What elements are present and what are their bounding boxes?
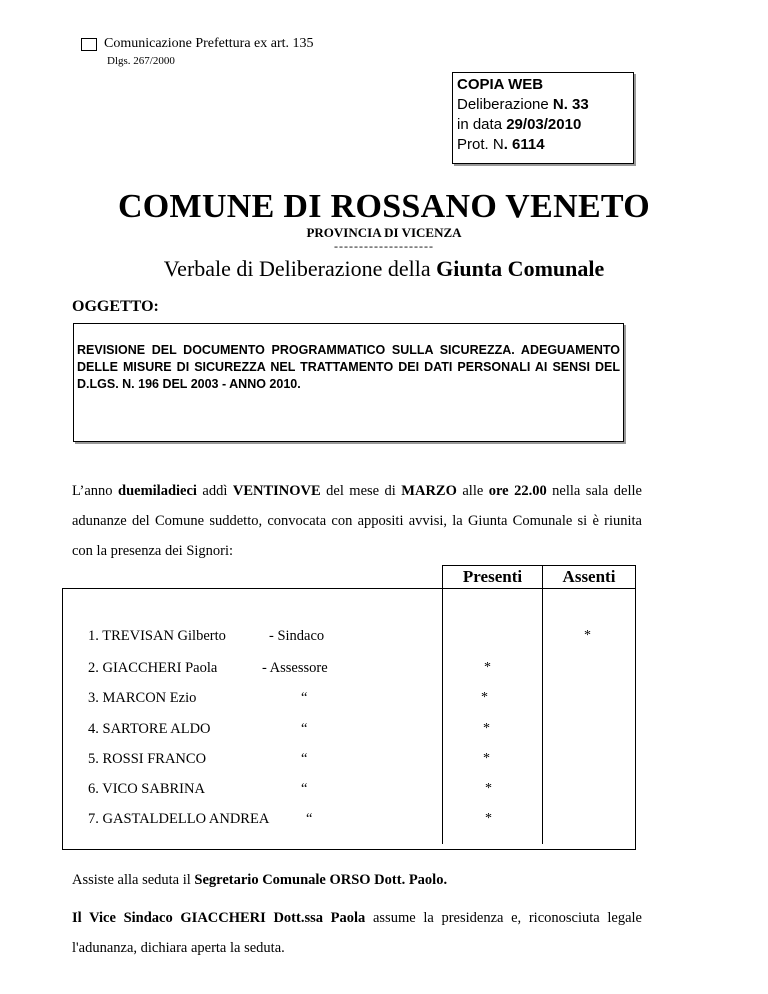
presidenza-paragraph xyxy=(72,903,642,963)
member-name: 4. SARTORE ALDO xyxy=(88,721,211,737)
segretario-line xyxy=(72,872,642,889)
presidenza-text: assume la presidenza e, riconosciuta legale l'adunanza, dichiara aperta la seduta. xyxy=(72,910,642,956)
segretario-name: Segretario Comunale ORSO Dott. Paolo. xyxy=(194,872,448,888)
oggetto-box xyxy=(73,323,624,442)
presenti-header: Presenti xyxy=(442,565,542,589)
presente-mark: * xyxy=(484,660,491,675)
member-name: 2. GIACCHERI Paola xyxy=(88,660,218,676)
intro-text-4: alle xyxy=(456,483,489,499)
presente-mark: * xyxy=(483,721,490,736)
intro-giorno: VENTINOVE xyxy=(232,483,321,499)
assenti-header: Assenti xyxy=(542,565,636,589)
member-role: “ xyxy=(301,721,308,737)
intro-text-5: nella sala delle adunanze del Comune suddetto, convocata con appositi avvisi, la Giunta Comunale si è riunita con la presenza dei Signori: xyxy=(72,483,642,559)
verbale-bold: Giunta Comunale xyxy=(436,256,605,281)
table-divider-assenti xyxy=(542,588,543,844)
vice-sindaco-name: Il Vice Sindaco GIACCHERI Dott.ssa Paola xyxy=(72,910,366,926)
data-label: in data xyxy=(457,116,507,133)
intro-text-2: addì xyxy=(196,483,233,499)
intro-anno: duemiladieci xyxy=(118,483,197,499)
copia-web-label: COPIA WEB xyxy=(457,76,544,93)
member-name: 6. VICO SABRINA xyxy=(88,781,205,797)
comune-title: COMUNE DI ROSSANO VENETO xyxy=(117,188,651,225)
verbale-pre: Verbale di Deliberazione della xyxy=(163,256,437,281)
member-role: “ xyxy=(301,690,308,706)
assente-mark: * xyxy=(584,628,591,643)
prefettura-checkbox[interactable] xyxy=(81,38,97,51)
member-name: 7. GASTALDELLO ANDREA xyxy=(88,811,270,827)
prefettura-label: Comunicazione Prefettura ex art. 135 xyxy=(104,36,314,51)
member-name: 5. ROSSI FRANCO xyxy=(88,751,207,767)
data-value: 29/03/2010 xyxy=(506,116,582,133)
copia-web-box xyxy=(452,72,634,164)
intro-text-1: L’anno xyxy=(72,483,118,499)
delibera-number: N. 33 xyxy=(552,96,589,113)
provincia-subtitle: PROVINCIA DI VICENZA xyxy=(306,225,462,240)
intro-mese: MARZO xyxy=(401,483,457,499)
oggetto-label: OGGETTO: xyxy=(72,298,159,315)
member-role: - Sindaco xyxy=(269,628,325,644)
assiste-text: Assiste alla seduta il xyxy=(72,872,195,888)
verbale-heading xyxy=(0,256,768,282)
member-role: - Assessore xyxy=(262,660,328,676)
oggetto-text: REVISIONE DEL DOCUMENTO PROGRAMMATICO SULLA SICUREZZA. ADEGUAMENTO DELLE MISURE DI SICUREZZA NEL TRATTAMENTO DEI DATI PERSONALI AI SENSI DEL D.LGS. N. 196 DEL 2003 - ANNO 2010. xyxy=(77,343,620,391)
intro-paragraph xyxy=(72,476,642,566)
presente-mark: * xyxy=(481,690,488,705)
prot-label: Prot. N xyxy=(457,136,504,153)
divider-dashes: -------------------- xyxy=(334,239,434,253)
table-divider-presenti xyxy=(442,588,443,844)
delibera-label: Deliberazione xyxy=(457,96,553,113)
member-role: “ xyxy=(301,781,308,797)
dlgs-label: Dlgs. 267/2000 xyxy=(107,55,175,67)
member-name: 3. MARCON Ezio xyxy=(88,690,197,706)
intro-ora: ore 22.00 xyxy=(488,483,547,499)
presente-mark: * xyxy=(485,781,492,796)
intro-text-3: del mese di xyxy=(320,483,402,499)
presente-mark: * xyxy=(485,811,492,826)
prot-value: . 6114 xyxy=(503,136,545,153)
member-role: “ xyxy=(301,751,308,767)
member-role: “ xyxy=(306,811,313,827)
presente-mark: * xyxy=(483,751,490,766)
member-name: 1. TREVISAN Gilberto xyxy=(88,628,226,644)
